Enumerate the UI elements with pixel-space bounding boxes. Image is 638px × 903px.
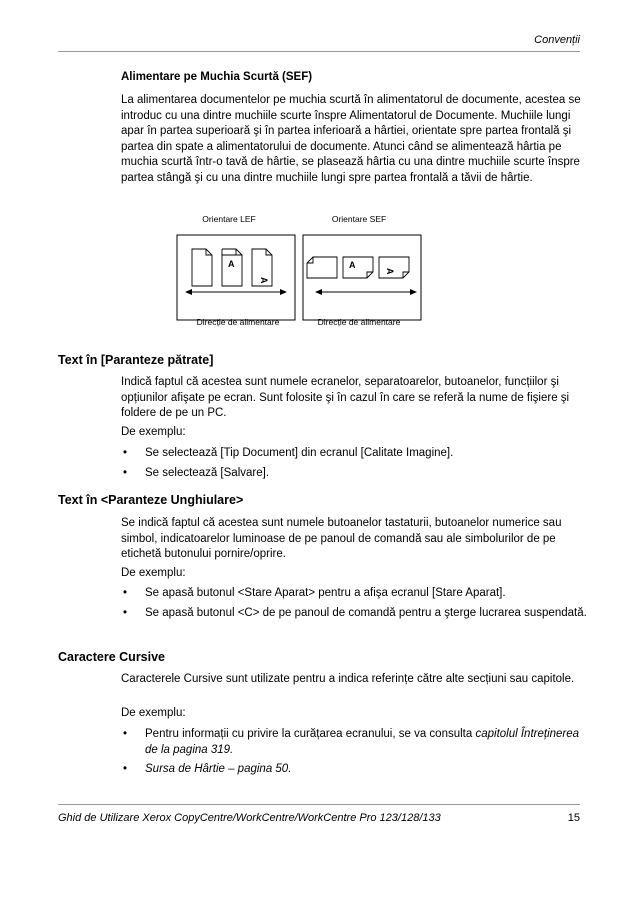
- lef-label: Orientare LEF: [202, 214, 256, 224]
- orientation-figure: [175, 210, 423, 335]
- chapter-reference: capitolul Întreținerea de la pagina 319.: [145, 728, 580, 756]
- header-rule: [58, 51, 580, 52]
- list-item-text: Se apasă butonul <C> de pe panoul de comandă pentru a şterge lucrarea suspendată.: [145, 607, 587, 619]
- lef-sheet-3: [252, 249, 272, 286]
- sef-label: Orientare SEF: [331, 214, 387, 224]
- bullet-icon: •: [123, 728, 128, 740]
- sef-sheet-3: [379, 257, 409, 278]
- bullet-icon: •: [123, 763, 128, 775]
- lef-sheet-2: [222, 249, 242, 286]
- section-reference: Sursa de Hârtie – pagina 50.: [145, 763, 292, 775]
- bullet-icon: •: [123, 447, 128, 459]
- italic-example-label: De exemplu:: [121, 707, 186, 719]
- brackets-example-label: De exemplu:: [121, 426, 186, 438]
- angle-example-label: De exemplu:: [121, 567, 186, 579]
- list-item-text: [145, 762, 587, 778]
- lef-feed-label: Direcție de alimentare: [196, 317, 280, 327]
- sef-sheet-2-letter: A: [349, 260, 356, 270]
- bullet-icon: •: [123, 587, 128, 599]
- brackets-heading: Text în [Paranteze pătrate]: [58, 353, 214, 367]
- lef-sheet-2-letter: A: [228, 259, 235, 269]
- sef-feed-label: Direcție de alimentare: [317, 317, 401, 327]
- sef-sheet-2: [343, 257, 373, 278]
- lef-sheet-3-letter: A: [259, 277, 269, 284]
- sef-heading: Alimentare pe Muchia Scurtă (SEF): [121, 71, 313, 83]
- list-item-text: Se apasă butonul <Stare Aparat> pentru a afişa ecranul [Stare Aparat].: [145, 587, 506, 599]
- footer-rule: [58, 804, 580, 805]
- italic-heading: Caractere Cursive: [58, 650, 166, 664]
- sef-feed-arrow: [315, 289, 417, 295]
- bullet-icon: •: [123, 607, 128, 619]
- list-item-text: Se selectează [Salvare].: [145, 467, 270, 479]
- reference-prefix: Pentru informații cu privire la curățarea ecranului, se va consulta: [145, 728, 476, 740]
- angle-heading: Text în <Paranteze Unghiulare>: [58, 493, 244, 507]
- italic-paragraph: Caracterele Cursive sunt utilizate pentru a indica referințe către alte secțiuni sau capitole.: [121, 673, 575, 685]
- page-number: 15: [567, 812, 580, 824]
- bullet-icon: •: [123, 467, 128, 479]
- lef-sheet-1: [192, 249, 212, 286]
- sef-paragraph: La alimentarea documentelor pe muchia scurtă în alimentatorul de documente, acestea se introduc cu una dintre muchiile scurte înspre Alimentatorul de Documente. Muchiile lungi apar în partea superioară şi în partea inferioară a hârtiei, orientate spre partea frontală şi partea din spate a alimentatorului de documente. Atunci când se alimentează hârtia pe muchia scurtă într-o tavă de hârtie, se plasează hârtia cu una dintre muchiile scurte înspre partea stângă şi cu una dintre muchiile lungi spre partea frontală a tăvii de hârtie.: [121, 94, 581, 184]
- list-item-text: Se selectează [Tip Document] din ecranul [Calitate Imagine].: [145, 447, 454, 459]
- footer-title: Ghid de Utilizare Xerox CopyCentre/WorkCentre/WorkCentre Pro 123/128/133: [58, 812, 441, 824]
- lef-feed-arrow: [185, 289, 287, 295]
- sef-sheet-3-letter: A: [385, 268, 395, 275]
- list-item-text: [145, 727, 587, 758]
- brackets-paragraph: Indică faptul că acestea sunt numele ecranelor, separatoarelor, butoanelor, funcțiilor şi opțiunilor afişate pe ecran. Sunt folosite şi în cazul în care se referă la nume de fişiere şi foldere de pe un PC.: [121, 376, 570, 419]
- running-header: Convenții: [534, 34, 580, 46]
- sef-sheet-1: [307, 257, 337, 278]
- angle-paragraph: Se indică faptul că acestea sunt numele butoanelor tastaturii, butoanelor numerice sau simbol, indicatoarelor luminoase de pe panoul de comandă sau ale simbolurilor de pe etichetă butonului pornire/oprire.: [121, 517, 562, 560]
